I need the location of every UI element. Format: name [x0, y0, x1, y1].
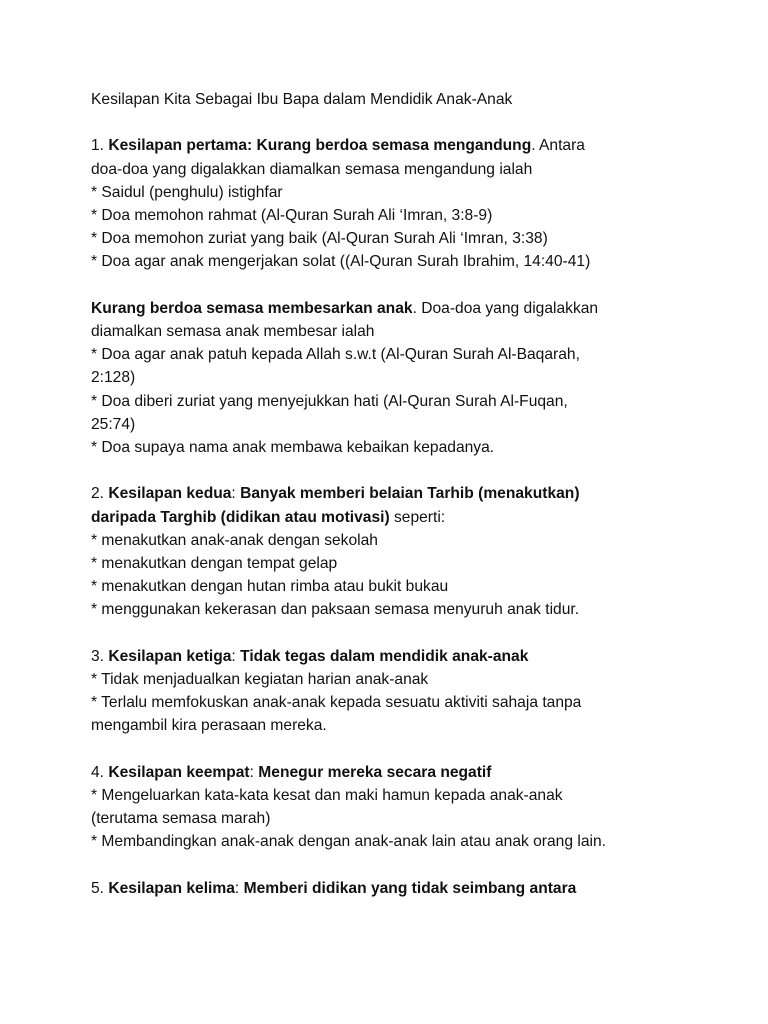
- section-1b-heading: [91, 297, 731, 320]
- section-label: Kesilapan kedua: [108, 485, 232, 503]
- section-heading-bold: Banyak memberi belaian Tarhib (menakutkan): [240, 485, 580, 503]
- list-item: * menakutkan dengan hutan rimba atau bukit bukau: [91, 578, 449, 596]
- list-item: * Doa memohon zuriat yang baik (Al-Quran Surah Ali ‘Imran, 3:38): [91, 230, 548, 248]
- section-label: Kesilapan ketiga: [108, 647, 232, 665]
- list-item: * Doa supaya nama anak membawa kebaikan kepadanya.: [91, 439, 495, 457]
- list-item: * Membandingkan anak-anak dengan anak-anak lain atau anak orang lain.: [91, 833, 606, 851]
- list-item: * menakutkan dengan tempat gelap: [91, 555, 338, 573]
- section-3-heading: [91, 645, 731, 668]
- list-item: * Doa agar anak patuh kepada Allah s.w.t (Al-Quran Surah Al-Baqarah,: [91, 346, 580, 364]
- section-separator: :: [231, 647, 241, 665]
- section-2-heading: [91, 482, 731, 505]
- section-1-intro: doa-doa yang digalakkan diamalkan semasa mengandung ialah: [91, 160, 533, 178]
- section-4-heading: [91, 761, 731, 784]
- section-separator: :: [234, 879, 244, 897]
- list-item: * Saidul (penghulu) istighfar: [91, 183, 283, 201]
- list-item: * menggunakan kekerasan dan paksaan semasa menyuruh anak tidur.: [91, 601, 580, 619]
- section-heading-bold: Kesilapan pertama: Kurang berdoa semasa mengandung: [108, 137, 532, 155]
- list-item: * Terlalu memfokuskan anak-anak kepada sesuatu aktiviti sahaja tanpa: [91, 694, 582, 712]
- section-separator: :: [231, 485, 241, 503]
- section-label: Kesilapan kelima: [108, 879, 235, 897]
- section-number: 3.: [91, 647, 109, 665]
- section-heading-rest: seperti:: [389, 508, 446, 526]
- section-heading-bold: Memberi didikan yang tidak seimbang antara: [243, 879, 577, 897]
- section-number: 4.: [91, 763, 109, 781]
- list-item: 25:74): [91, 415, 136, 433]
- list-item: * Mengeluarkan kata-kata kesat dan maki hamun kepada anak-anak: [91, 787, 563, 805]
- list-item: * Doa diberi zuriat yang menyejukkan hati (Al-Quran Surah Al-Fuqan,: [91, 392, 568, 410]
- list-item: * Tidak menjadualkan kegiatan harian anak-anak: [91, 671, 429, 689]
- section-1-heading: [91, 134, 731, 157]
- section-number: 1.: [91, 137, 109, 155]
- list-item: (terutama semasa marah): [91, 810, 271, 828]
- section-label: Kesilapan keempat: [108, 763, 250, 781]
- document-page: [91, 88, 731, 900]
- section-number: 2.: [91, 485, 109, 503]
- document-title: Kesilapan Kita Sebagai Ibu Bapa dalam Mendidik Anak-Anak: [91, 91, 513, 108]
- section-number: 5.: [91, 879, 109, 897]
- section-heading-bold: daripada Targhib (didikan atau motivasi): [91, 508, 390, 526]
- section-1b-intro: diamalkan semasa anak membesar ialah: [91, 323, 375, 340]
- section-5-heading: [91, 877, 731, 900]
- list-item: * Doa memohon rahmat (Al-Quran Surah Ali ‘Imran, 3:8-9): [91, 207, 493, 224]
- list-item: * menakutkan anak-anak dengan sekolah: [91, 531, 378, 549]
- section-2-heading-cont: [91, 506, 731, 529]
- list-item: mengambil kira perasaan mereka.: [91, 717, 327, 735]
- list-item: * Doa agar anak mengerjakan solat ((Al-Quran Surah Ibrahim, 14:40-41): [91, 253, 591, 271]
- section-heading-bold: Menegur mereka secara negatif: [258, 763, 492, 781]
- section-heading-rest: . Antara: [531, 137, 585, 155]
- section-heading-rest: . Doa-doa yang digalakkan: [412, 299, 599, 317]
- section-separator: :: [249, 763, 259, 781]
- list-item: 2:128): [91, 369, 136, 387]
- section-heading-bold: Tidak tegas dalam mendidik anak-anak: [240, 647, 529, 665]
- section-heading-bold: Kurang berdoa semasa membesarkan anak: [91, 299, 413, 317]
